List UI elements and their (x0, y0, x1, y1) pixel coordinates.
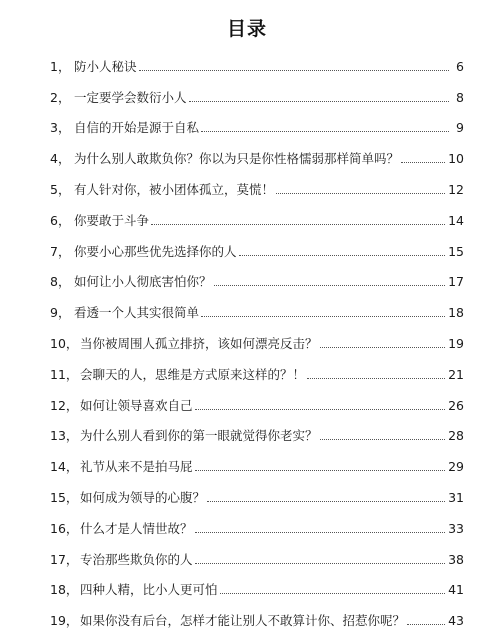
toc-entry-number: 4， (50, 151, 71, 167)
toc-entry-page: 21 (448, 366, 464, 382)
toc-list (50, 44, 464, 629)
toc-entry-page: 33 (448, 520, 464, 536)
toc-entry-title: 如果你没有后台，怎样才能让别人不敢算计你、招惹你呢？ (80, 613, 406, 629)
toc-entry-number: 14， (50, 459, 79, 475)
toc-entry-number: 11， (50, 366, 79, 382)
toc-dot-leader (307, 377, 445, 379)
toc-entry-title: 如何让小人彻底害怕你？ (74, 274, 212, 290)
toc-entry-page: 26 (448, 397, 464, 413)
toc-entry[interactable] (50, 260, 464, 291)
toc-dot-leader (276, 192, 445, 194)
toc-entry-page: 10 (448, 151, 464, 167)
toc-entry-number: 10， (50, 335, 79, 351)
toc-dot-leader (401, 161, 445, 163)
toc-entry-page: 15 (448, 243, 464, 259)
toc-title: 目录 (226, 18, 267, 40)
toc-entry-title: 你要敢于斗争 (74, 212, 150, 228)
toc-entry-title: 为什么别人敢欺负你？你以为只是你性格懦弱那样简单吗？ (74, 151, 400, 167)
toc-dot-leader (195, 469, 446, 471)
toc-entry[interactable] (50, 167, 464, 198)
toc-dot-leader (195, 408, 446, 410)
toc-entry-number: 7， (50, 243, 71, 259)
toc-entry[interactable] (50, 198, 464, 229)
toc-entry[interactable] (50, 321, 464, 352)
toc-entry-number: 16， (50, 520, 79, 536)
toc-entry-number: 3， (50, 120, 71, 136)
toc-entry-number: 15， (50, 489, 79, 505)
toc-entry[interactable] (50, 598, 464, 629)
toc-entry-title: 如何让领导喜欢自己 (80, 397, 193, 413)
toc-entry-page: 6 (456, 58, 464, 74)
toc-entry-title: 会聊天的人，思维是方式原来这样的？！ (80, 366, 306, 382)
toc-dot-leader (195, 562, 446, 564)
toc-dot-leader (239, 254, 446, 256)
toc-entry[interactable] (50, 537, 464, 568)
toc-entry-page: 19 (448, 335, 464, 351)
toc-entry-page: 8 (456, 89, 464, 105)
toc-dot-leader (320, 346, 446, 348)
toc-entry-number: 8， (50, 274, 71, 290)
toc-entry-title: 为什么别人看到你的第一眼就觉得你老实？ (80, 428, 318, 444)
toc-entry-number: 17， (50, 551, 79, 567)
toc-entry-title: 专治那些欺负你的人 (80, 551, 193, 567)
toc-entry-page: 38 (448, 551, 464, 567)
toc-dot-leader (207, 500, 445, 502)
toc-entry-title: 如何成为领导的心腹？ (80, 489, 206, 505)
toc-entry-page: 28 (448, 428, 464, 444)
toc-entry[interactable] (50, 444, 464, 475)
toc-entry-title: 防小人秘诀 (74, 58, 137, 74)
toc-entry-number: 9， (50, 305, 71, 321)
toc-entry-number: 2， (50, 89, 71, 105)
toc-entry-page: 31 (448, 489, 464, 505)
toc-entry-page: 17 (448, 274, 464, 290)
toc-entry-page: 43 (448, 613, 464, 629)
toc-dot-leader (201, 130, 449, 132)
toc-entry-title: 当你被周围人孤立排挤，该如何漂亮反击？ (80, 335, 318, 351)
toc-entry-title: 自信的开始是源于自私 (74, 120, 200, 136)
toc-entry-page: 29 (448, 459, 464, 475)
toc-dot-leader (195, 531, 446, 533)
toc-dot-leader (220, 592, 446, 594)
toc-dot-leader (201, 315, 445, 317)
toc-entry[interactable] (50, 568, 464, 599)
toc-entry-page: 12 (448, 181, 464, 197)
toc-entry-page: 14 (448, 212, 464, 228)
toc-dot-leader (151, 223, 445, 225)
toc-entry-number: 18， (50, 582, 79, 598)
toc-entry-title: 有人针对你，被小团体孤立，莫慌！ (74, 181, 275, 197)
toc-dot-leader (139, 69, 449, 71)
toc-dot-leader (407, 623, 445, 625)
toc-entry-title: 四种人精，比小人更可怕 (80, 582, 218, 598)
toc-entry[interactable] (50, 44, 464, 75)
toc-entry-number: 19， (50, 613, 79, 629)
toc-entry[interactable] (50, 475, 464, 506)
toc-entry[interactable] (50, 352, 464, 383)
toc-entry-page: 9 (456, 120, 464, 136)
toc-entry-number: 13， (50, 428, 79, 444)
toc-entry-page: 18 (448, 305, 464, 321)
toc-entry-title: 看透一个人其实很简单 (74, 305, 200, 321)
toc-entry[interactable] (50, 414, 464, 445)
toc-entry[interactable] (50, 506, 464, 537)
toc-entry[interactable] (50, 136, 464, 167)
toc-entry-number: 12， (50, 397, 79, 413)
toc-dot-leader (189, 100, 449, 102)
toc-entry[interactable] (50, 290, 464, 321)
toc-entry[interactable] (50, 383, 464, 414)
toc-entry-title: 什么才是人情世故？ (80, 520, 193, 536)
toc-entry-title: 礼节从来不是拍马屁 (80, 459, 193, 475)
toc-entry-title: 一定要学会数衍小人 (74, 89, 187, 105)
toc-dot-leader (320, 438, 446, 440)
toc-dot-leader (214, 284, 446, 286)
toc-entry-number: 6， (50, 212, 71, 228)
toc-entry[interactable] (50, 229, 464, 260)
toc-entry[interactable] (50, 75, 464, 106)
toc-entry[interactable] (50, 106, 464, 137)
toc-entry-number: 1， (50, 58, 71, 74)
toc-entry-number: 5， (50, 181, 71, 197)
toc-entry-title: 你要小心那些优先选择你的人 (74, 243, 237, 259)
toc-entry-page: 41 (448, 582, 464, 598)
